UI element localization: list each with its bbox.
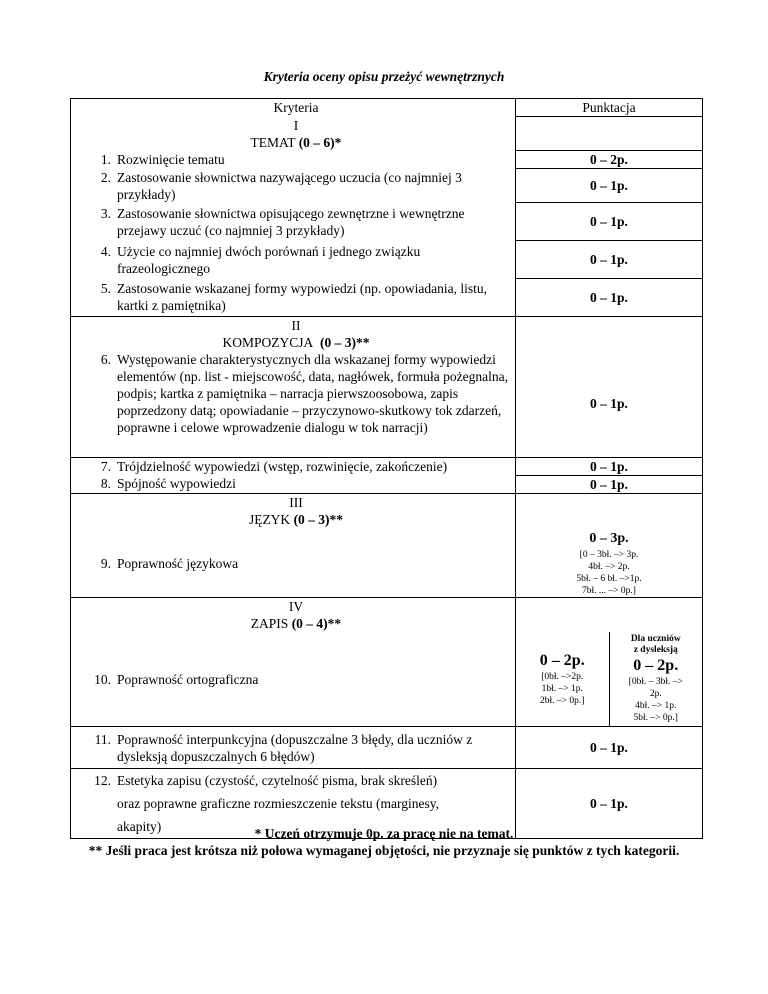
criterion: 12. Estetyka zapisu (czystość, czytelność pisma, brak skreśleń) oraz poprawne graficzne rozmieszczenie tekstu (marginesy, akapity) bbox=[71, 769, 516, 839]
table-row bbox=[71, 151, 703, 169]
points-cell: 0 – 1p. bbox=[516, 475, 703, 493]
criterion: 9. Poprawność językowa bbox=[71, 529, 516, 598]
document-title: Kryteria oceny opisu przeżyć wewnętrznych bbox=[263, 69, 505, 84]
table-row bbox=[71, 632, 703, 727]
header-criteria: Kryteria bbox=[71, 99, 516, 117]
criterion: 6. Występowanie charakterystycznych dla wskazanej formy wypowiedzi elementów (np. list - miejscowość, data, nagłówek, formuła pożegnalna, podpis; kartka z pamiętnika – narracja pierwszoosobowa, zapis poprzedzony datą; opowiadanie – przyczynowo-skutkowy tok zdarzeń, poprawne i celowe wprowadzenie dialogu w tok narracji) bbox=[71, 351, 516, 457]
section-row bbox=[71, 117, 703, 151]
standard-points: 0 – 2p. [0bł. –>2p. 1bł. –> 1p. 2bł. –> 0p.] bbox=[516, 632, 610, 726]
criterion: 5. Zastosowanie wskazanej formy wypowiedzi (np. opowiadania, listu, kartki z pamiętnika) bbox=[71, 279, 516, 317]
section-row bbox=[71, 598, 703, 633]
footer-notes bbox=[0, 825, 768, 859]
criterion: 8. Spójność wypowiedzi bbox=[71, 475, 516, 493]
table-header-row bbox=[71, 99, 703, 117]
points-cell: 0 – 1p. bbox=[516, 203, 703, 241]
points-cell: 0 – 3p. [0 – 3bł. –> 3p. 4bł. –> 2p. 5bł. – 6 bł. –>1p. 7bł. ... –> 0p.] bbox=[516, 529, 703, 598]
dyslexia-points: Dla uczniów z dysleksją 0 – 2p. [0bł. – 3bł. –> 2p. 4bł. –> 1p. 5bł. –> 0p.] bbox=[628, 634, 683, 723]
header-points: Punktacja bbox=[516, 99, 703, 117]
table-row bbox=[71, 529, 703, 598]
section-heading: III JĘZYK (0 – 3)** bbox=[71, 493, 516, 529]
criterion: 1. Rozwinięcie tematu bbox=[71, 151, 516, 169]
points-cell: 0 – 1p. bbox=[516, 169, 703, 203]
section-heading: I TEMAT (0 – 6)* bbox=[71, 117, 516, 151]
section-heading: II KOMPOZYCJA (0 – 3)** bbox=[71, 317, 516, 352]
points-cell bbox=[516, 632, 703, 727]
points-cell: 0 – 1p. bbox=[516, 457, 703, 475]
criterion: 11. Poprawność interpunkcyjna (dopuszczalne 3 błędy, dla uczniów z dysleksją dopuszczalnych 6 błędów) bbox=[71, 727, 516, 769]
points-cell: 0 – 1p. bbox=[516, 279, 703, 317]
criterion: 4. Użycie co najmniej dwóch porównań i jednego związku frazeologicznego bbox=[71, 241, 516, 279]
criterion: 7. Trójdzielność wypowiedzi (wstęp, rozwinięcie, zakończenie) bbox=[71, 457, 516, 475]
criterion: 3. Zastosowanie słownictwa opisującego zewnętrzne i wewnętrzne przejawy uczuć (co najmniej 3 przykłady) bbox=[71, 203, 516, 241]
table-row bbox=[71, 727, 703, 769]
footnote-1: * Uczeń otrzymuje 0p. za pracę nie na temat. bbox=[254, 826, 514, 841]
table-row bbox=[71, 457, 703, 475]
table-row bbox=[71, 279, 703, 317]
criterion: 10. Poprawność ortograficzna bbox=[71, 632, 516, 727]
table-row bbox=[71, 475, 703, 493]
criteria-table bbox=[70, 98, 703, 839]
section-heading: IV ZAPIS (0 – 4)** bbox=[71, 598, 516, 633]
section-row bbox=[71, 317, 703, 352]
table-row bbox=[71, 169, 703, 203]
points-cell: 0 – 1p. bbox=[516, 727, 703, 769]
section-row bbox=[71, 493, 703, 529]
points-cell: 0 – 1p. bbox=[516, 241, 703, 279]
points-cell: 0 – 1p. bbox=[516, 351, 703, 457]
table-row bbox=[71, 241, 703, 279]
points-cell: 0 – 2p. bbox=[516, 151, 703, 169]
points-cell: 0 – 1p. bbox=[516, 769, 703, 839]
criterion: 2. Zastosowanie słownictwa nazywającego uczucia (co najmniej 3 przykłady) bbox=[71, 169, 516, 203]
table-row bbox=[71, 351, 703, 457]
footnote-2: ** Jeśli praca jest krótsza niż połowa wymaganej objętości, nie przyznaje się punktów z tych kategorii. bbox=[88, 843, 680, 858]
table-row bbox=[71, 203, 703, 241]
